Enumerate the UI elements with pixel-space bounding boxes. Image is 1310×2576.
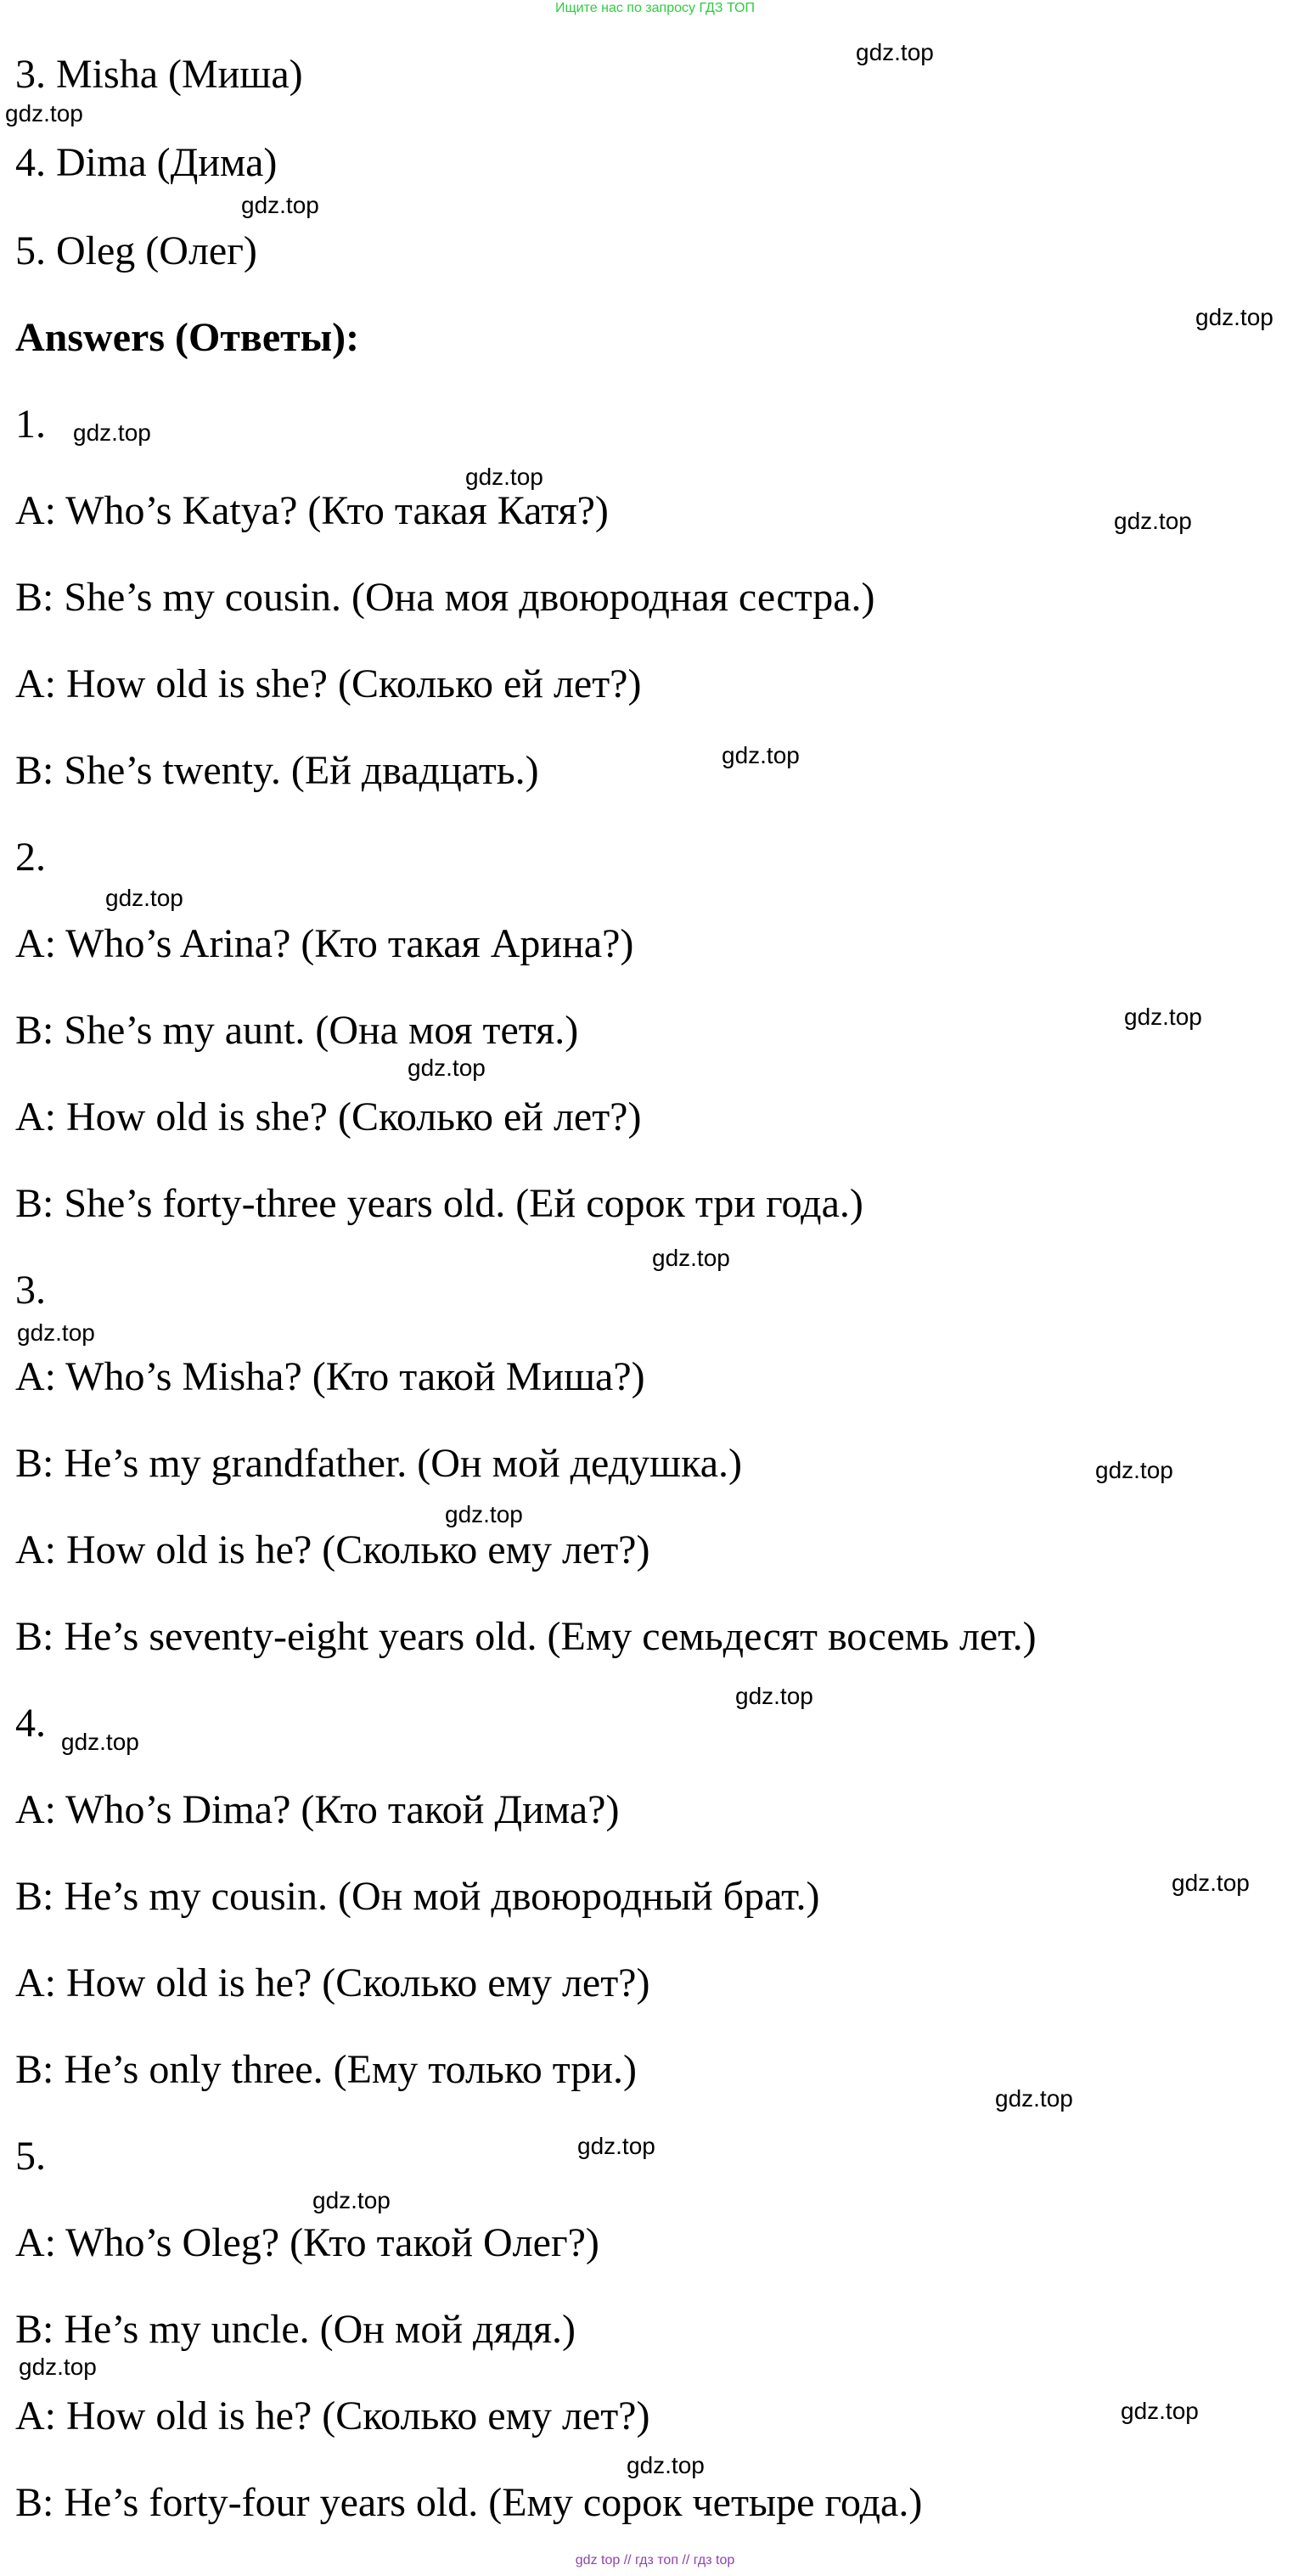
dialogue-line: B: She’s my aunt. (Она моя тетя.)	[15, 1008, 579, 1053]
list-item-oleg: 5. Oleg (Олег)	[15, 228, 257, 273]
dialogue-line: A: Who’s Oleg? (Кто такой Олег?)	[15, 2220, 599, 2265]
watermark: gdz.top	[1195, 304, 1273, 330]
dialogue-line: B: She’s my cousin. (Она моя двоюродная сестра.)	[15, 575, 875, 620]
dialogue-number-3: 3.	[15, 1268, 46, 1313]
dialogue-line: A: Who’s Misha? (Кто такой Миша?)	[15, 1354, 645, 1399]
watermark: gdz.top	[19, 2354, 97, 2380]
dialogue-line: A: How old is he? (Сколько ему лет?)	[15, 2393, 650, 2438]
watermark: gdz.top	[652, 1245, 730, 1271]
watermark: gdz.top	[465, 464, 543, 490]
dialogue-line: B: He’s my cousin. (Он мой двоюродный брат.)	[15, 1874, 820, 1919]
dialogue-number-2: 2.	[15, 835, 46, 880]
watermark: gdz.top	[73, 419, 151, 446]
watermark: gdz.top	[856, 39, 934, 65]
watermark: gdz.top	[1095, 1457, 1173, 1483]
dialogue-line: B: She’s forty-three years old. (Ей сорок три года.)	[15, 1181, 863, 1226]
list-item-dima: 4. Dima (Дима)	[15, 140, 278, 185]
dialogue-line: B: He’s only three. (Ему только три.)	[15, 2047, 637, 2092]
watermark: gdz.top	[61, 1729, 139, 1755]
dialogue-number-4: 4.	[15, 1701, 46, 1746]
watermark: gdz.top	[17, 1319, 95, 1346]
footer-links[interactable]: gdz top // гдз топ // гдз top	[575, 2553, 735, 2568]
dialogue-line: A: How old is she? (Сколько ей лет?)	[15, 661, 642, 706]
watermark: gdz.top	[5, 100, 83, 127]
watermark: gdz.top	[105, 885, 183, 911]
dialogue-line: A: Who’s Arina? (Кто такая Арина?)	[15, 921, 634, 966]
watermark: gdz.top	[995, 2085, 1073, 2112]
dialogue-line: A: Who’s Dima? (Кто такой Дима?)	[15, 1787, 620, 1832]
dialogue-line: B: He’s forty-four years old. (Ему сорок четыре года.)	[15, 2480, 923, 2525]
watermark: gdz.top	[241, 192, 319, 218]
watermark: gdz.top	[722, 742, 800, 768]
dialogue-line: A: How old is he? (Сколько ему лет?)	[15, 1960, 650, 2005]
watermark: gdz.top	[1114, 508, 1192, 534]
list-item-misha: 3. Misha (Миша)	[15, 52, 303, 97]
top-banner[interactable]: Ищите нас по запросу ГДЗ ТОП	[555, 1, 755, 15]
dialogue-line: B: She’s twenty. (Ей двадцать.)	[15, 748, 539, 793]
dialogue-line: B: He’s my uncle. (Он мой дядя.)	[15, 2307, 576, 2352]
watermark: gdz.top	[735, 1683, 813, 1709]
watermark: gdz.top	[627, 2452, 705, 2478]
dialogue-number-1: 1.	[15, 402, 46, 447]
answers-heading: Answers (Ответы):	[15, 315, 360, 360]
dialogue-line: B: He’s seventy-eight years old. (Ему семьдесят восемь лет.)	[15, 1614, 1037, 1659]
dialogue-line: A: How old is he? (Сколько ему лет?)	[15, 1527, 650, 1572]
watermark: gdz.top	[1172, 1870, 1250, 1896]
dialogue-line: A: Who’s Katya? (Кто такая Катя?)	[15, 488, 609, 533]
watermark: gdz.top	[577, 2133, 655, 2159]
watermark: gdz.top	[445, 1501, 523, 1527]
watermark: gdz.top	[312, 2187, 391, 2213]
dialogue-line: B: He’s my grandfather. (Он мой дедушка.)	[15, 1441, 742, 1486]
watermark: gdz.top	[1121, 2398, 1199, 2424]
watermark: gdz.top	[1124, 1004, 1202, 1030]
watermark: gdz.top	[408, 1055, 486, 1081]
dialogue-line: A: How old is she? (Сколько ей лет?)	[15, 1094, 642, 1139]
dialogue-number-5: 5.	[15, 2134, 46, 2179]
